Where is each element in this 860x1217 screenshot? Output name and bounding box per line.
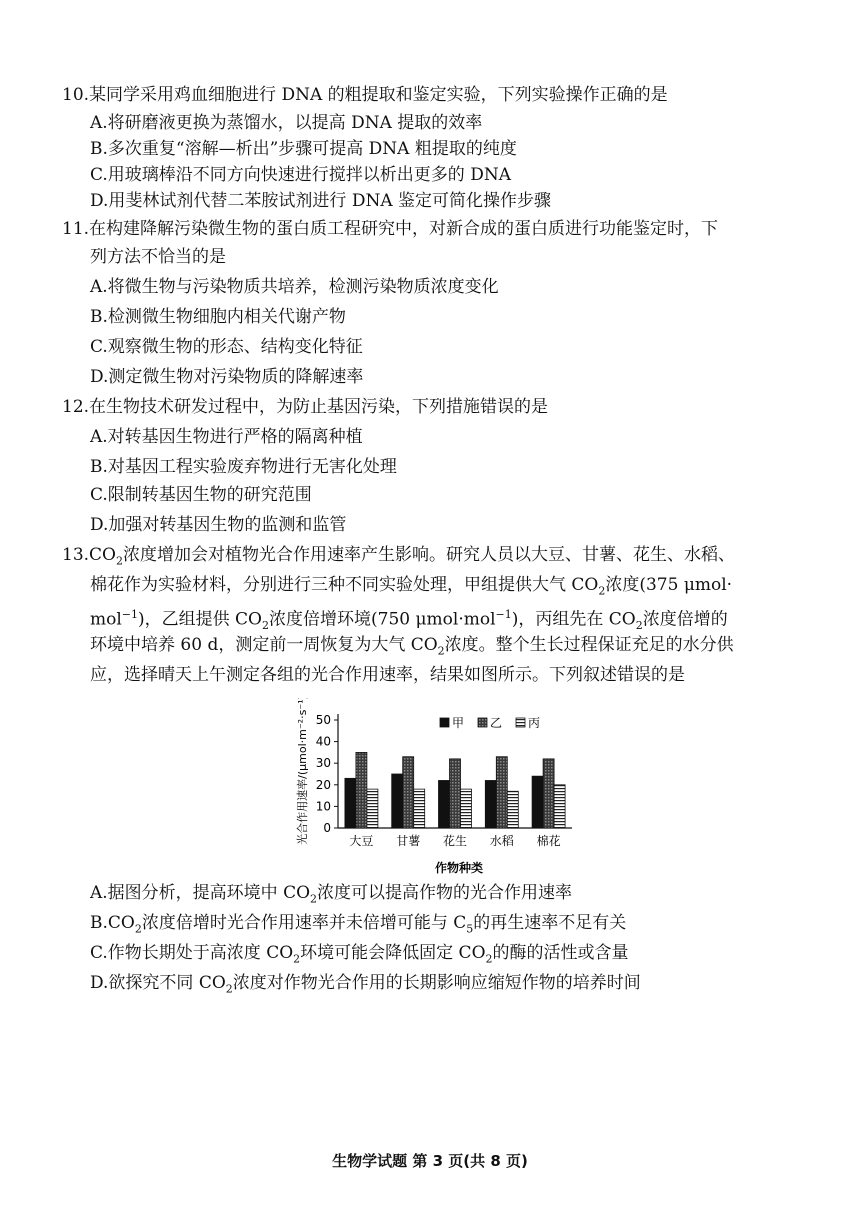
q11-option-c: C.观察微生物的形态、结构变化特征 [90, 337, 363, 357]
q13-stem-line5: 应，选择晴天上午测定各组的光合作用速率，结果如图所示。下列叙述错误的是 [90, 665, 685, 685]
bar-丙 [554, 785, 565, 828]
y-tick-label: 0 [323, 821, 331, 835]
q13-stem-line2: 棉花作为实验材料，分别进行三种不同实验处理，甲组提供大气 $CO_2$浓度(375 μmol· [90, 575, 733, 598]
bar-丙 [414, 789, 425, 828]
q12-option-d: D.加强对转基因生物的监测和监管 [90, 515, 347, 535]
q12-option-c: C.限制转基因生物的研究范围 [90, 485, 312, 505]
q13-stem-line1: $13.CO_2$浓度增加会对植物光合作用速率产生影响。研究人员以大豆、甘薯、花生、水稻、 [62, 545, 735, 568]
x-axis-label: 作物种类 [434, 861, 484, 875]
q11-option-a: A.将微生物与污染物质共培养，检测污染物质浓度变化 [90, 277, 499, 297]
legend-swatch-甲 [440, 718, 449, 727]
bar-乙 [403, 757, 414, 828]
bar-乙 [356, 752, 367, 828]
q13-option-c: C.作物长期处于高浓度 $CO_2$环境可能会降低固定 $CO_2$的酶的活性或含量 [90, 943, 629, 966]
legend-swatch-丙 [516, 718, 525, 727]
bar-甲 [392, 774, 403, 828]
q12-option-a: A.对转基因生物进行严格的隔离种植 [90, 427, 363, 447]
q10-option-c: C.用玻璃棒沿不同方向快速进行搅拌以析出更多的 DNA [90, 165, 511, 185]
bar-丙 [507, 791, 518, 828]
q12-stem: 12.在生物技术研发过程中，为防止基因污染，下列措施错误的是 [62, 397, 549, 417]
q10-option-b: B.多次重复“溶解—析出”步骤可提高 DNA 粗提取的纯度 [90, 139, 517, 159]
q10-option-a: A.将研磨液更换为蒸馏水，以提高 DNA 提取的效率 [90, 113, 483, 133]
bar-甲 [532, 776, 543, 828]
photosynthesis-bar-chart [290, 698, 580, 878]
page-footer: 生物学试题 第 3 页(共 8 页) [332, 1152, 528, 1170]
y-tick-label: 50 [315, 713, 331, 727]
category-label: 大豆 [349, 834, 374, 848]
legend-swatch-乙 [478, 718, 487, 727]
y-tick-label: 30 [315, 756, 331, 771]
chart-svg [290, 698, 580, 878]
bar-丙 [367, 789, 378, 828]
q11-stem-line2: 列方法不恰当的是 [90, 247, 226, 267]
bar-丙 [461, 789, 472, 828]
category-label: 水稻 [489, 834, 514, 848]
q11-option-b: B.检测微生物细胞内相关代谢产物 [90, 307, 346, 327]
q10-stem: 10.某同学采用鸡血细胞进行 DNA 的粗提取和鉴定实验，下列实验操作正确的是 [62, 85, 668, 105]
bar-乙 [543, 759, 554, 828]
q13-option-a: A.据图分析，提高环境中 $CO_2$浓度可以提高作物的光合作用速率 [90, 883, 573, 906]
category-label: 甘薯 [396, 834, 421, 848]
q10-option-d: D.用斐林试剂代替二苯胺试剂进行 DNA 鉴定可简化操作步骤 [90, 191, 552, 211]
bar-乙 [496, 757, 507, 828]
y-tick-label: 10 [315, 799, 331, 814]
q13-stem-line4: 环境中培养 60 d，测定前一周恢复为大气 $CO_2$浓度。整个生长过程保证充足的水分供 [90, 635, 734, 658]
category-label: 花生 [442, 834, 468, 848]
bar-甲 [345, 778, 356, 828]
q11-stem-line1: 11.在构建降解污染微生物的蛋白质工程研究中，对新合成的蛋白质进行功能鉴定时，下 [62, 219, 719, 239]
legend-label: 丙 [528, 716, 541, 730]
bar-乙 [450, 759, 461, 828]
q13-option-d: D.欲探究不同 $CO_2$浓度对作物光合作用的长期影响应缩短作物的培养时间 [90, 973, 641, 996]
category-label: 棉花 [536, 834, 561, 848]
bar-甲 [485, 780, 496, 828]
y-tick-label: 20 [315, 777, 331, 792]
y-axis-label: 光合作用速率/(μmol·m⁻²·s⁻¹) [296, 698, 309, 845]
q13-option-b: $B.CO_2$浓度倍增时光合作用速率并未倍增可能与 $C_5$的再生速率不足有关 [90, 913, 627, 936]
q12-option-b: B.对基因工程实验废弃物进行无害化处理 [90, 457, 397, 477]
y-tick-label: 40 [315, 734, 331, 749]
bar-甲 [439, 780, 450, 828]
legend-label: 乙 [490, 716, 503, 730]
legend-label: 甲 [452, 716, 465, 730]
q13-stem-line3: mol$^{-1}$)，乙组提供 $CO_2$浓度倍增环境(750 μmol·mol$^{-1}$)，丙组先在 $CO_2$浓度倍增的 [90, 608, 728, 633]
q11-option-d: D.测定微生物对污染物质的降解速率 [90, 367, 364, 387]
